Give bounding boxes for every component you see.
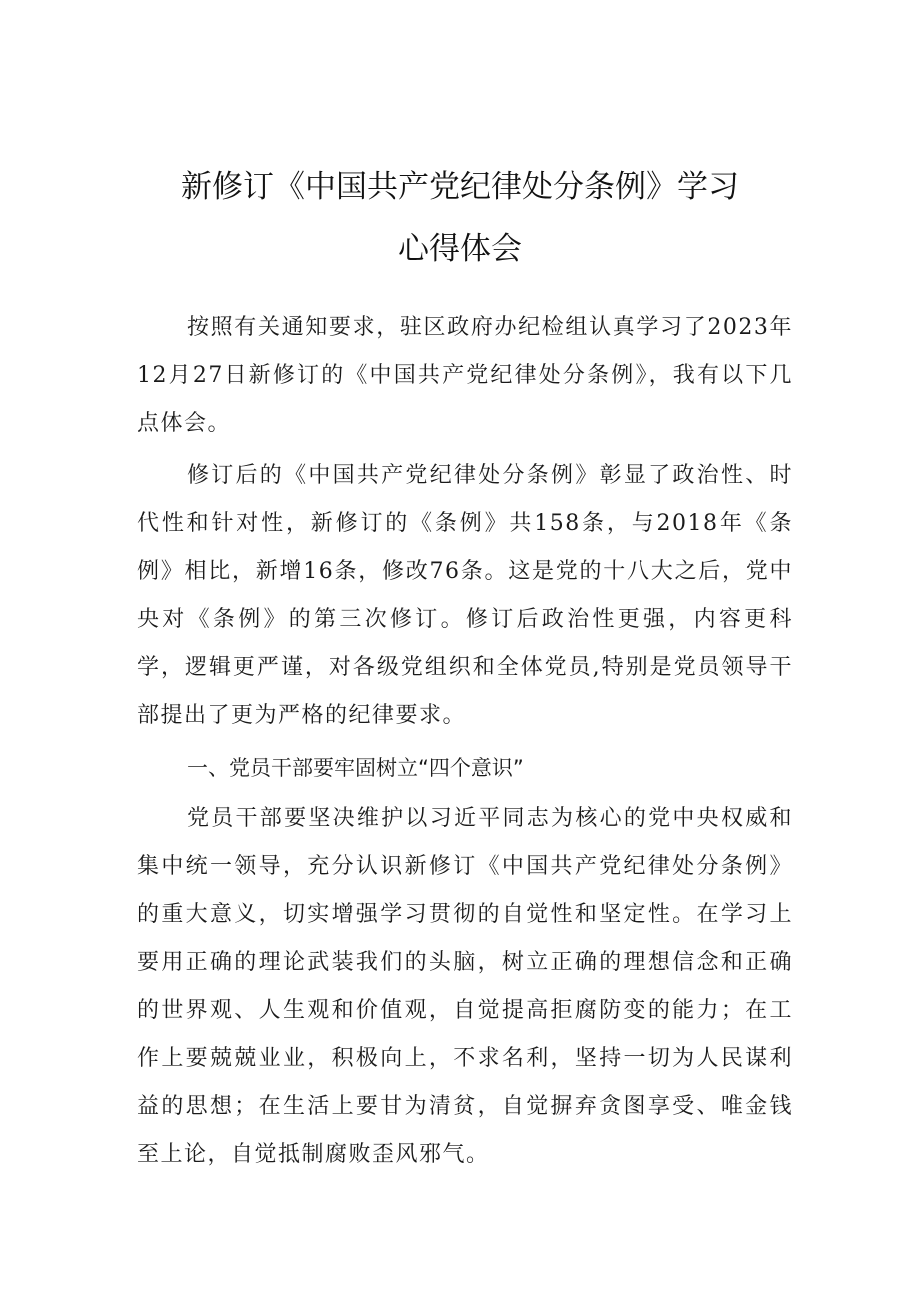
section-1-paragraph: 党员干部要坚决维护以习近平同志为核心的党中央权威和集中统一领导，充分认识新修订《中国共产党纪律处分条例》的重大意义，切实增强学习贯彻的自觉性和坚定性。在学习上要用正确的理论武装我们的头脑，树立正确的理想信念和正确的世界观、人生观和价值观，自觉提高拒腐防变的能力；在工作上要兢兢业业，积极向上，不求名利，坚持一切为人民谋利益的思想；在生活上要甘为清贫，自觉摒弃贪图享受、唯金钱至上论，自觉抵制腐败歪风邪气。 — [137, 806, 793, 1167]
document-title — [120, 156, 800, 280]
section-heading-1: 一、党员干部要牢固树立“四个意识” — [187, 756, 524, 780]
intro-paragraph: 按照有关通知要求，驻区政府办纪检组认真学习了2023年12月27日新修订的《中国共产党纪律处分条例》，我有以下几点体会。 — [137, 315, 793, 436]
document-body — [137, 304, 793, 1183]
title-line-2: 心得体会 — [398, 231, 522, 267]
title-line-1: 新修订《中国共产党纪律处分条例》学习 — [181, 169, 739, 205]
revision-summary-paragraph: 修订后的《中国共产党纪律处分条例》彰显了政治性、时代性和针对性，新修订的《条例》共158条，与2018年《条例》相比，新增16条，修改76条。这是党的十八大之后，党中央对《条例》的第三次修订。修订后政治性更强，内容更科学，逻辑更严谨，对各级党组织和全体党员,特别是党员领导干部提出了更为严格的纪律要求。 — [137, 463, 793, 728]
